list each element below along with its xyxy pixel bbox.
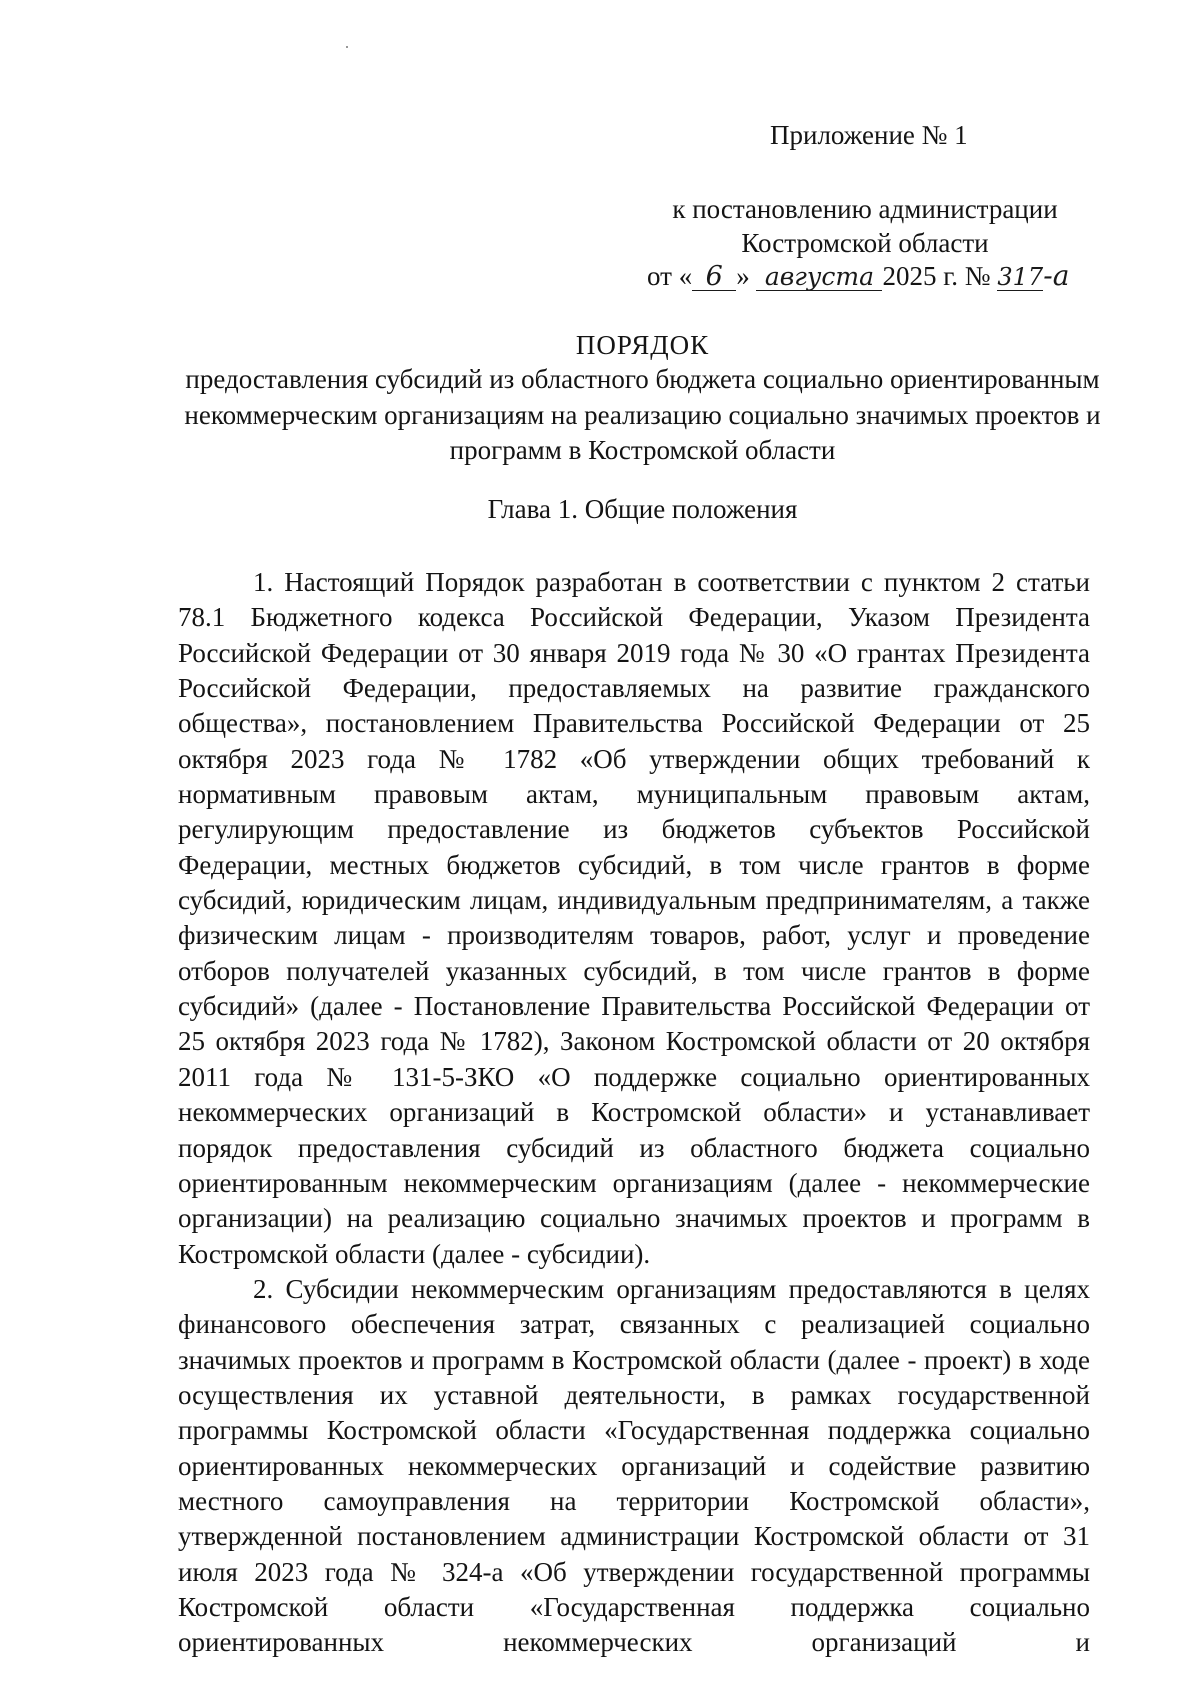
paragraph-2: 2. Субсидии некоммерческим организациям предоставляются в целях финансового обеспечения затрат, связанных с реализацией социально значимых проектов и программ в Костромской области (далее - проект) в ходе осуществления их уставной деятельности, в рамках государственной программы Костромской области «Государственная поддержка социально ориентированных некоммерческих организаций и содействие развитию местного самоуправления на территории Костромской области», утвержденной постановлением администрации Костромской области от 31 июля 2023 года № 324-а «Об утверждении государственной программы Костромской области «Государственная поддержка социально ориентированных некоммерческих организаций и: [178, 1273, 1090, 1658]
date-mid: »: [736, 261, 750, 291]
document-title: ПОРЯДОК: [575, 330, 710, 360]
header-line-2: Костромской области: [741, 228, 989, 258]
handwritten-month: августа: [756, 264, 882, 291]
handwritten-doc-number: 317: [997, 263, 1044, 291]
scan-speck: [346, 46, 348, 48]
resolution-header: [600, 192, 1130, 260]
handwritten-day: 6: [692, 264, 736, 291]
header-line-1: к постановлению администрации: [672, 194, 1058, 224]
document-subtitle: предоставления субсидий из областного бюджета социально ориентированным некоммерческим организациям на реализацию социально значимых проектов и программ в Костромской области: [184, 364, 1101, 465]
handwritten-doc-number-suffix: -а: [1043, 259, 1070, 292]
chapter-heading: Глава 1. Общие положения: [487, 494, 798, 524]
date-year: 2025 г. №: [882, 261, 991, 291]
resolution-date-line: [647, 259, 1069, 293]
date-prefix: от «: [647, 261, 693, 291]
paragraph-1: 1. Настоящий Порядок разработан в соответствии с пунктом 2 статьи 78.1 Бюджетного кодекса Российской Федерации, Указом Президента Российской Федерации от 30 января 2019 года № 30 «О грантах Президента Российской Федерации, предоставляемых на развитие гражданского общества», постановлением Правительства Российской Федерации от 25 октября 2023 года № 1782 «Об утверждении общих требований к нормативным правовым актам, муниципальным правовым актам, регулирующим предоставление из бюджетов субъектов Российской Федерации, местных бюджетов субсидий, в том числе грантов в форме субсидий, юридическим лицам, индивидуальным предпринимателям, а также физическим лицам - производителям товаров, работ, услуг и проведение отборов получателей указанных субсидий, в том числе грантов в форме субсидий» (далее - Постановление Правительства Российской Федерации от 25 октября 2023 года № 1782), Законом Костромской области от 20 октября 2011 года № 131-5-ЗКО «О поддержке социально ориентированных некоммерческих организаций в Костромской области» и устанавливает порядок предоставления субсидий из областного бюджета социально ориентированным некоммерческим организациям (далее - некоммерческие организации) на реализацию социально значимых проектов и программ в Костромской области (далее - субсидии).: [178, 567, 1090, 1269]
document-body: [178, 565, 1090, 1661]
appendix-label: Приложение № 1: [770, 120, 968, 150]
